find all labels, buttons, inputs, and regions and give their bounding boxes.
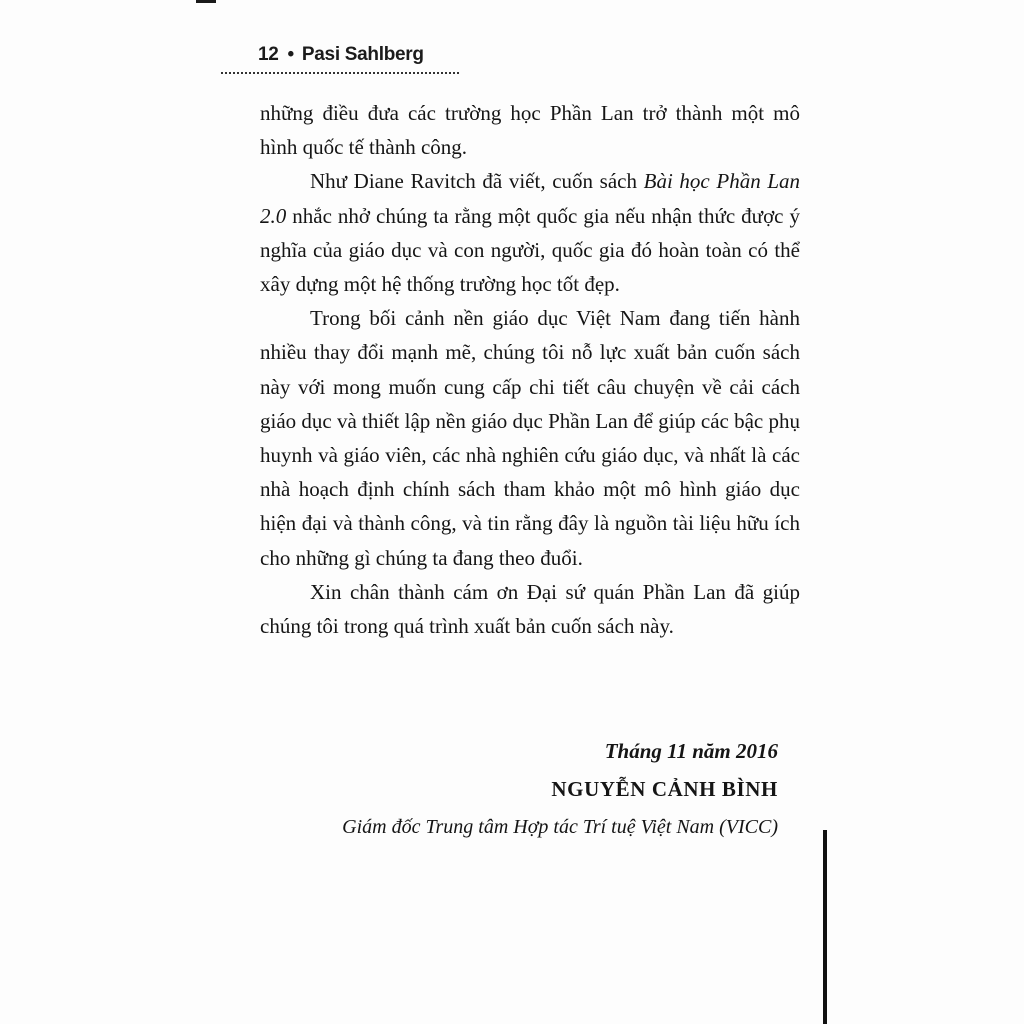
header-separator: • [287, 44, 294, 65]
paragraph-text: nhắc nhở chúng ta rằng một quốc gia nếu nhận thức được ý nghĩa của giáo dục và con người, quốc gia đó hoàn toàn có thể xây dựng một hệ thống trường học tốt đẹp. [260, 203, 800, 297]
signature-name: NGUYỄN CẢNH BÌNH [551, 777, 778, 801]
scan-artifact-mark [196, 0, 216, 3]
body-text [260, 96, 800, 643]
body-paragraph [260, 164, 800, 301]
page-number: 12 [258, 44, 279, 65]
page-edge-shadow [823, 830, 827, 1024]
signature-block [300, 732, 778, 846]
body-paragraph [260, 96, 800, 164]
running-header [258, 44, 424, 66]
header-author: Pasi Sahlberg [301, 44, 424, 65]
paragraph-text: Như Diane Ravitch đã viết, cuốn sách [310, 169, 644, 194]
book-title-italic: Bài học Phần Lan 2.0 [260, 169, 801, 228]
paragraph-text: Xin chân thành cám ơn Đại sứ quán Phần Lan đã giúp chúng tôi trong quá trình xuất bản cuốn sách này. [260, 579, 800, 639]
paragraph-text: những điều đưa các trường học Phần Lan trở thành một mô hình quốc tế thành công. [260, 101, 800, 160]
header-dotted-rule [221, 72, 459, 74]
paragraph-text: Trong bối cảnh nền giáo dục Việt Nam đang tiến hành nhiều thay đổi mạnh mẽ, chúng tôi nỗ lực xuất bản cuốn sách này với mong muốn cung cấp chi tiết câu chuyện về cải cách giáo dục và thiết lập nền giáo dục Phần Lan để giúp các bậc phụ huynh và giáo viên, các nhà nghiên cứu giáo dục, và nhất là các nhà hoạch định chính sách tham khảo một mô hình giáo dục hiện đại và thành công, và tin rằng đây là nguồn tài liệu hữu ích cho những gì chúng ta đang theo đuổi. [260, 306, 800, 570]
body-paragraph [260, 301, 800, 575]
signature-role: Giám đốc Trung tâm Hợp tác Trí tuệ Việt Nam (VICC) [342, 816, 778, 838]
body-paragraph [260, 575, 800, 643]
signature-date: Tháng 11 năm 2016 [604, 739, 778, 763]
